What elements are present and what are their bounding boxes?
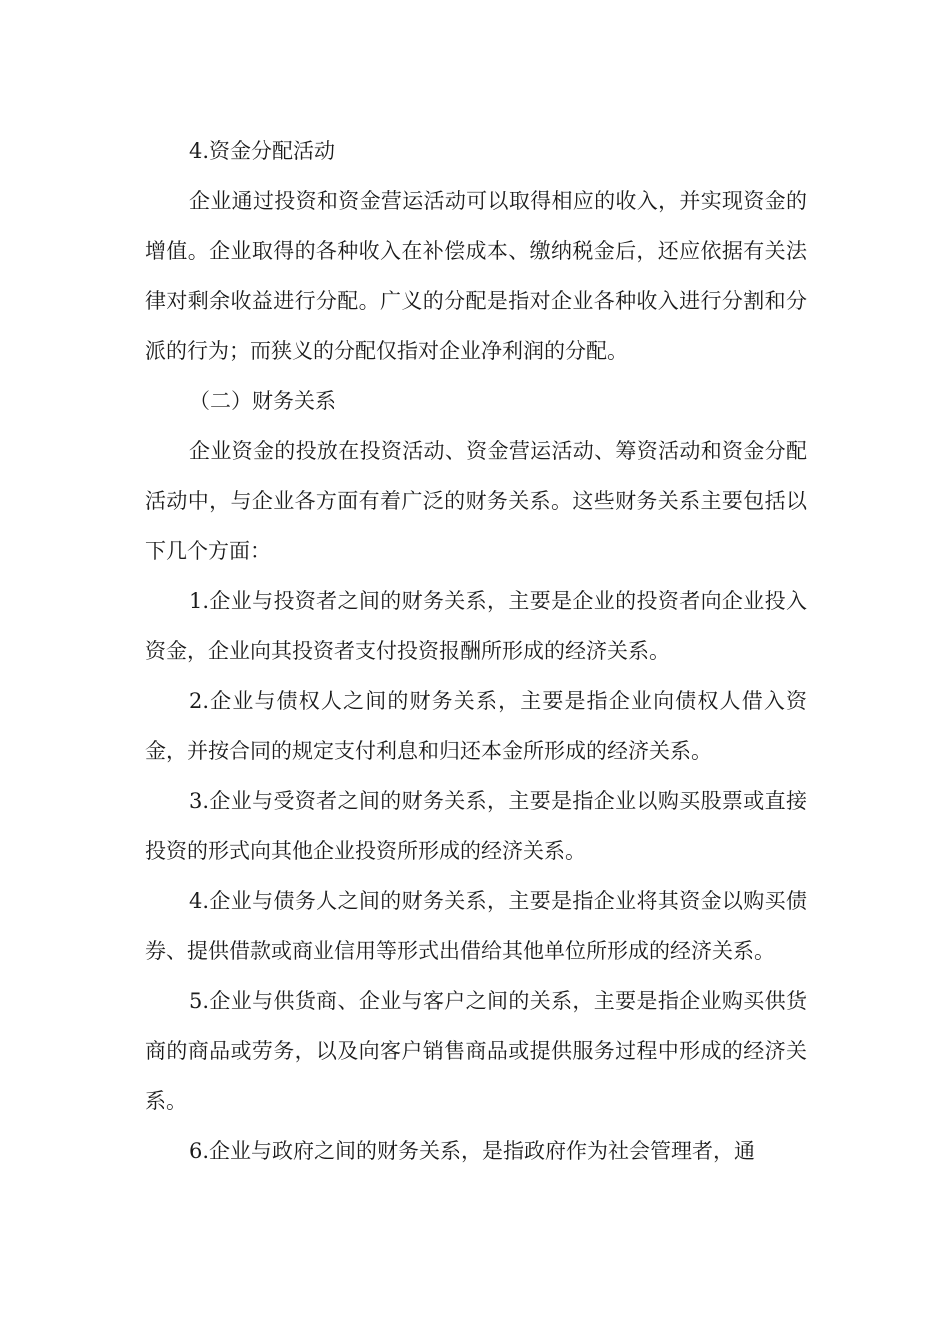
paragraph-financial-relations-intro: 企业资金的投放在投资活动、资金营运活动、筹资活动和资金分配活动中，与企业各方面有着广泛的财务关系。这些财务关系主要包括以下几个方面： [145, 439, 807, 563]
paragraph-capital-distribution: 企业通过投资和资金营运活动可以取得相应的收入，并实现资金的增值。企业取得的各种收入在补偿成本、缴纳税金后，还应依据有关法律对剩余收益进行分配。广义的分配是指对企业各种收入进行分割和分派的行为；而狭义的分配仅指对企业净利润的分配。 [145, 189, 807, 363]
section-heading-financial-relations: （二）财务关系 [189, 389, 336, 413]
document-body [145, 126, 807, 1176]
section-heading-capital-distribution: 4.资金分配活动 [189, 139, 336, 163]
list-item-government: 6.企业与政府之间的财务关系，是指政府作为社会管理者，通 [189, 1139, 756, 1163]
list-item-debtors: 4.企业与债务人之间的财务关系，主要是指企业将其资金以购买债券、提供借款或商业信用等形式出借给其他单位所形成的经济关系。 [145, 889, 807, 963]
list-item-investors: 1.企业与投资者之间的财务关系，主要是企业的投资者向企业投入资金，企业向其投资者支付投资报酬所形成的经济关系。 [145, 589, 807, 663]
list-item-investees: 3.企业与受资者之间的财务关系，主要是指企业以购买股票或直接投资的形式向其他企业投资所形成的经济关系。 [145, 789, 807, 863]
list-item-suppliers-customers: 5.企业与供货商、企业与客户之间的关系，主要是指企业购买供货商的商品或劳务，以及向客户销售商品或提供服务过程中形成的经济关系。 [145, 989, 807, 1113]
list-item-creditors: 2.企业与债权人之间的财务关系，主要是指企业向债权人借入资金，并按合同的规定支付利息和归还本金所形成的经济关系。 [145, 689, 807, 763]
